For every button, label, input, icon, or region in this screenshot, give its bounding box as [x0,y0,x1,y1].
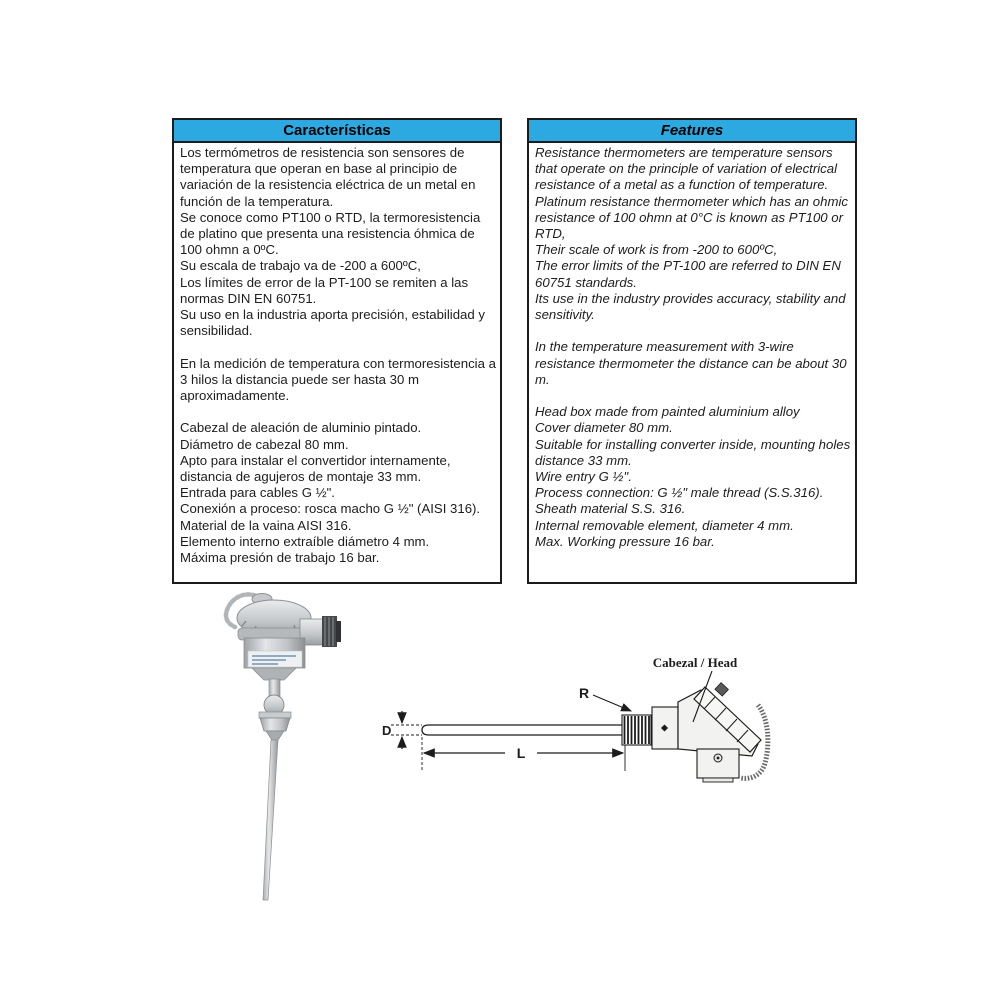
text-line: En la medición de temperatura con termoresistencia a 3 hilos la distancia puede ser hasta 30 m aproximadamente. [180,355,496,404]
text-line [180,339,496,355]
text-line: Su uso en la industria aporta precisión, estabilidad y sensibilidad. [180,307,485,339]
features-text [529,143,855,550]
probe-photo [212,588,352,903]
text-line: Process connection: G ½" male thread (S.S.316). [535,485,824,501]
probe-sheath [263,740,278,900]
text-line [535,388,851,404]
characteristics-title: Características [174,120,500,143]
gland-end-cap [336,621,341,642]
text-line: Se conoce como PT100 o RTD, la termoresistencia de platino que presenta una resistencia óhmica de 100 ohmn a 0ºC. [180,209,481,258]
text-line: Internal removable element, diameter 4 mm. [535,517,794,533]
text-line: Material de la vaina AISI 316. [180,517,352,533]
text-line: Conexión a proceso: rosca macho G ½" (AISI 316). [180,501,481,517]
characteristics-panel [172,118,502,584]
thread-section [622,715,651,745]
features-panel [527,118,857,584]
text-line: Its use in the industry provides accuracy, stability and sensitivity. [535,290,846,323]
thread-label: R [579,685,590,701]
fitting-hex [260,718,290,731]
text-line [180,404,496,420]
hex-nut [652,707,678,749]
text-line: Suitable for installing converter inside, mounting holes distance 33 mm. [535,436,851,468]
text-line: Elemento interno extraíble diámetro 4 mm. [180,533,430,549]
sheath-outline [422,725,623,735]
diameter-label: D [382,723,392,738]
text-line: Head box made from painted aluminium alloy [535,404,800,420]
body-taper [252,668,296,680]
text-line [535,323,851,339]
text-line: Cabezal de aleación de aluminio pintado. [180,420,422,436]
text-line: Cover diameter 80 mm. [535,420,673,436]
characteristics-text [174,143,500,566]
length-label: L [516,745,526,761]
text-line: Sheath material S.S. 316. [535,501,686,517]
text-line: Resistance thermometers are temperature sensors that operate on the principle of variation of electrical resistance of a metal as a function of temperature. [535,145,838,193]
text-line: Wire entry G ½". [535,469,632,485]
head-box [678,683,768,782]
text-line: Los límites de error de la PT-100 se remiten a las normas DIN EN 60751. [180,274,469,306]
fitting-taper [266,731,284,740]
text-line: In the temperature measurement with 3-wire resistance thermometer the distance can be about 30 m. [535,339,847,387]
text-line: Apto para instalar el convertidor internamente, distancia de agujeros de montaje 33 mm. [180,452,451,485]
dimension-drawing [375,645,775,795]
text-line: Los termómetros de resistencia son sensores de temperatura que operan en base al principio de variación de la resistencia eléctrica de un metal en función de la temperatura. [180,145,476,209]
text-line: Diámetro de cabezal 80 mm. [180,436,349,452]
head-label: Cabezal / Head [652,655,738,670]
text-line: Máxima presión de trabajo 16 bar. [180,550,380,566]
text-line: Su escala de trabajo va de -200 a 600ºC, [180,258,421,274]
r-pointer-arrow [593,695,631,711]
text-line: Their scale of work is from -200 to 600ºC, [535,242,778,258]
features-title: Features [529,120,855,143]
text-line: The error limits of the PT-100 are referred to DIN EN 60751 standards. [535,258,841,290]
fitting-flange [259,712,291,718]
text-line: Platinum resistance thermometer which has an ohmic resistance of 100 ohmn at 0°C is known as PT100 or RTD, [535,193,848,242]
text-line: Entrada para cables G ½". [180,485,335,501]
text-line: Max. Working pressure 16 bar. [535,533,715,549]
